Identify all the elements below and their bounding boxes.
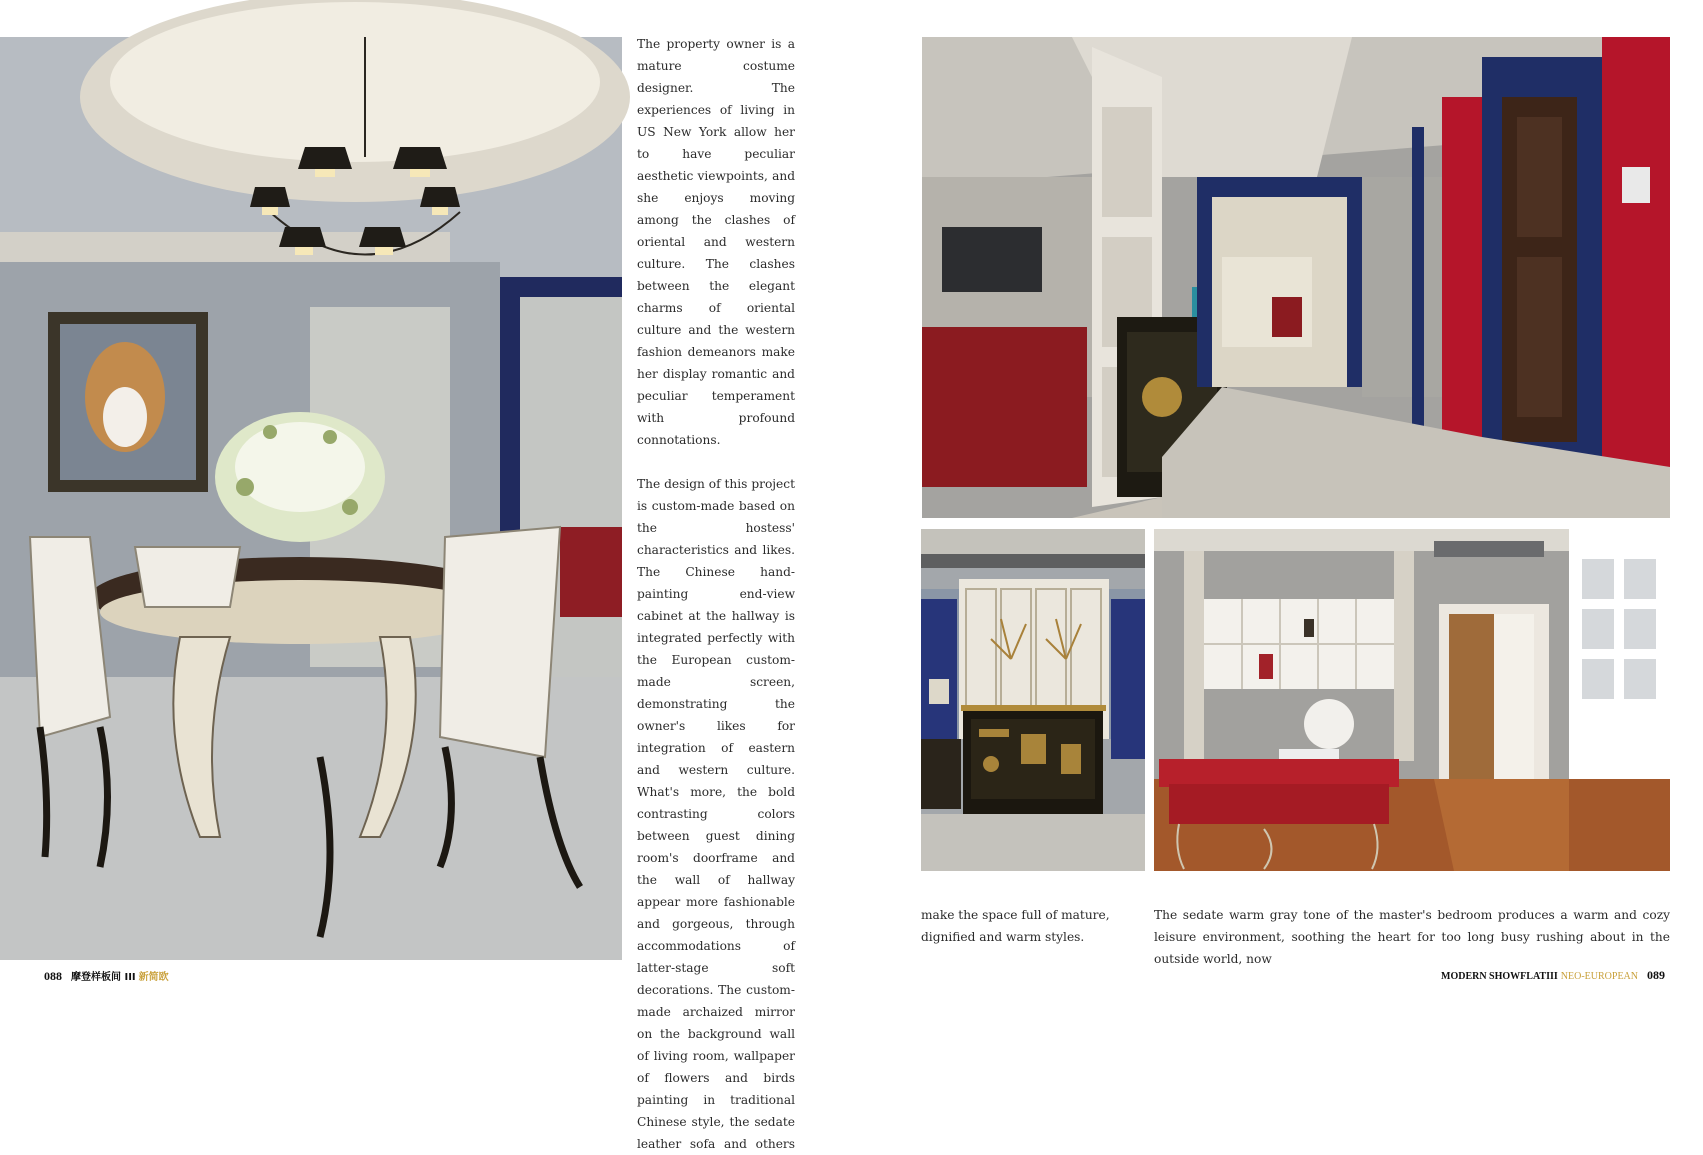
study-photo <box>1154 529 1670 871</box>
folio-section-cn: 新简欧 <box>138 972 169 983</box>
page-number-right: 089 <box>1647 968 1665 982</box>
body-paragraph: The property owner is a mature costume designer. The experiences of living in US New York allow her to have peculiar aesthetic viewpoints, and she enjoys moving among the clashes of oriental and western culture. The clashes between the elegant charms of oriental culture and the western fashion demeanors make her display romantic and peculiar temperament with profound connotations. <box>637 37 795 447</box>
folio-title-cn: 摩登样板间 III <box>71 972 136 983</box>
dining-room-photo <box>0 37 622 960</box>
left-folio <box>44 968 169 984</box>
folio-section: NEO-EUROPEAN <box>1560 971 1638 982</box>
page-number-left: 088 <box>44 969 62 983</box>
body-paragraph: The design of this project is custom-made based on the hostess' characteristics and likes. The Chinese hand-painting end-view cabinet at the hallway is integrated perfectly with the European custom-made screen, demonstrating the owner's likes for integration of eastern and western culture. What's more, the bold contrasting colors between guest dining room's doorframe and the wall of hallway appear more fashionable and gorgeous, through accommodations of latter-stage soft decorations. The custom-made archaized mirror on the background wall of living room, wallpaper of flowers and birds painting in traditional Chinese style, the sedate leather sofa and others <box>637 477 795 1151</box>
right-folio <box>1441 968 1665 983</box>
caption-left: make the space full of mature, dignified and warm styles. <box>921 908 1110 944</box>
folio-title: MODERN SHOWFLATIII <box>1441 971 1558 982</box>
screen-cabinet-photo <box>921 529 1145 871</box>
caption-right: The sedate warm gray tone of the master's bedroom produces a warm and cozy leisure environment, soothing the heart for too long busy rushing about in the outside world, now <box>1154 908 1670 966</box>
hallway-photo <box>922 37 1670 518</box>
article-body <box>637 33 795 1151</box>
